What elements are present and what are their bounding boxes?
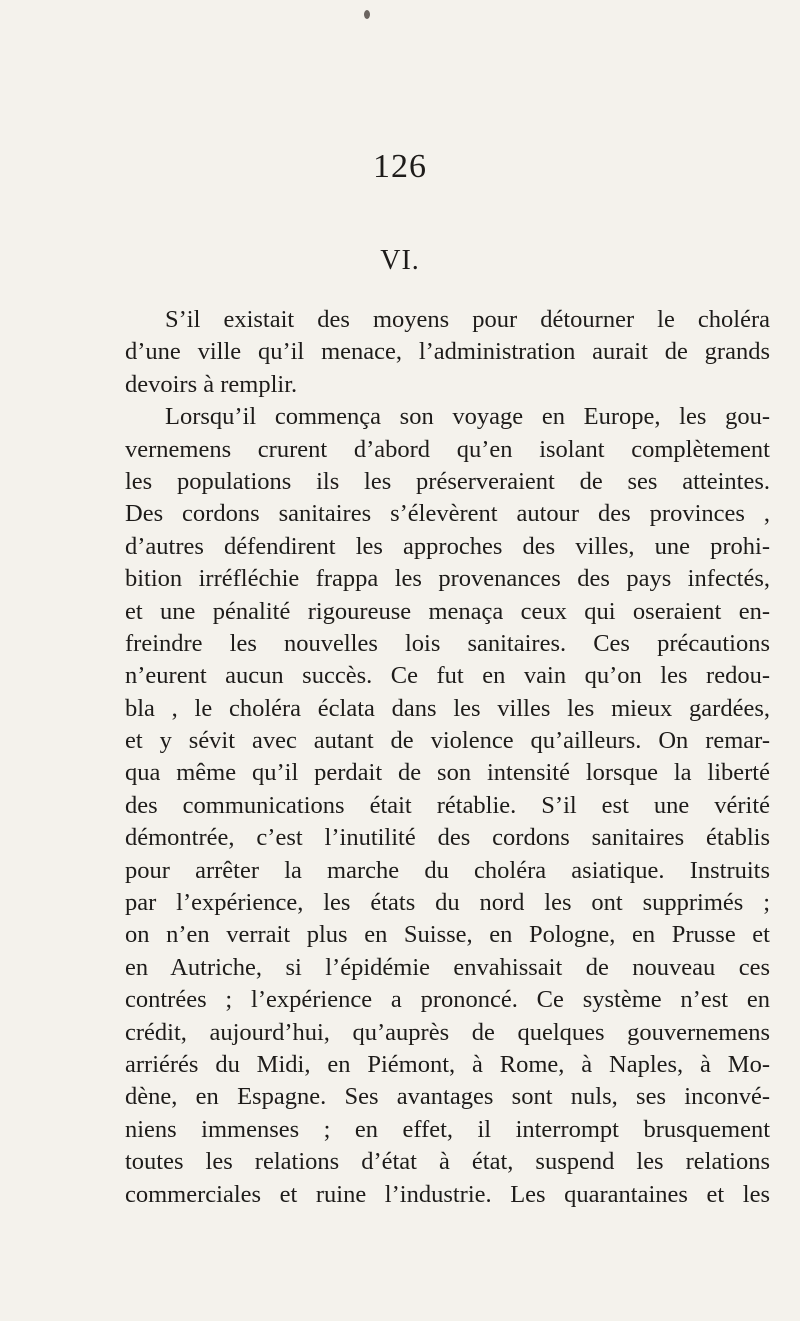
text-line: par l’expérience, les états du nord les ont supprimés ; [125,889,770,917]
text-line: d’une ville qu’il menace, l’administration aurait de grands [125,338,770,366]
text-line: on n’en verrait plus en Suisse, en Pologne, en Prusse et [125,921,770,949]
body-text [125,304,770,1211]
text-line: commerciales et ruine l’industrie. Les quarantaines et les [125,1180,770,1208]
text-line: en Autriche, si l’épidémie envahissait de nouveau ces [125,953,770,981]
text-line: et y sévit avec autant de violence qu’ailleurs. On remar- [125,727,770,755]
text-line: niens immenses ; en effet, il interrompt brusquement [125,1115,770,1143]
ink-speck [364,10,370,19]
text-line: devoirs à remplir. [125,370,298,398]
text-line: contrées ; l’expérience a prononcé. Ce système n’est en [125,986,770,1014]
text-line: vernemens crurent d’abord qu’en isolant complètement [125,435,770,463]
section-heading: VI. [380,245,420,276]
text-line: pour arrêter la marche du choléra asiatique. Instruits [125,856,770,884]
text-line: d’autres défendirent les approches des villes, une prohi- [125,532,770,560]
text-line: dène, en Espagne. Ses avantages sont nuls, ses inconvé- [125,1083,770,1111]
text-line: freindre les nouvelles lois sanitaires. Ces précautions [125,629,770,657]
text-line: des communications était rétablie. S’il est une vérité [125,791,770,819]
text-line: crédit, aujourd’hui, qu’auprès de quelques gouvernemens [125,1018,770,1046]
text-line: n’eurent aucun succès. Ce fut en vain qu’on les redou- [125,662,770,690]
text-line: Lorsqu’il commença son voyage en Europe, les gou- [165,403,770,431]
text-line: bla , le choléra éclata dans les villes les mieux gardées, [125,694,770,722]
page-number: 126 [373,148,427,185]
text-line: qua même qu’il perdait de son intensité lorsque la liberté [125,759,770,787]
text-line: S’il existait des moyens pour détourner le choléra [165,306,770,333]
text-line: démontrée, c’est l’inutilité des cordons sanitaires établis [125,824,770,852]
text-line: bition irréfléchie frappa les provenances des pays infectés, [125,565,770,593]
text-line: Des cordons sanitaires s’élevèrent autour des provinces , [125,500,770,528]
text-line: arriérés du Midi, en Piémont, à Rome, à Naples, à Mo- [125,1050,770,1078]
text-line: et une pénalité rigoureuse menaça ceux qui oseraient en- [125,597,770,625]
text-line: toutes les relations d’état à état, suspend les relations [125,1148,770,1176]
text-line: les populations ils les préserveraient de ses atteintes. [125,467,770,495]
